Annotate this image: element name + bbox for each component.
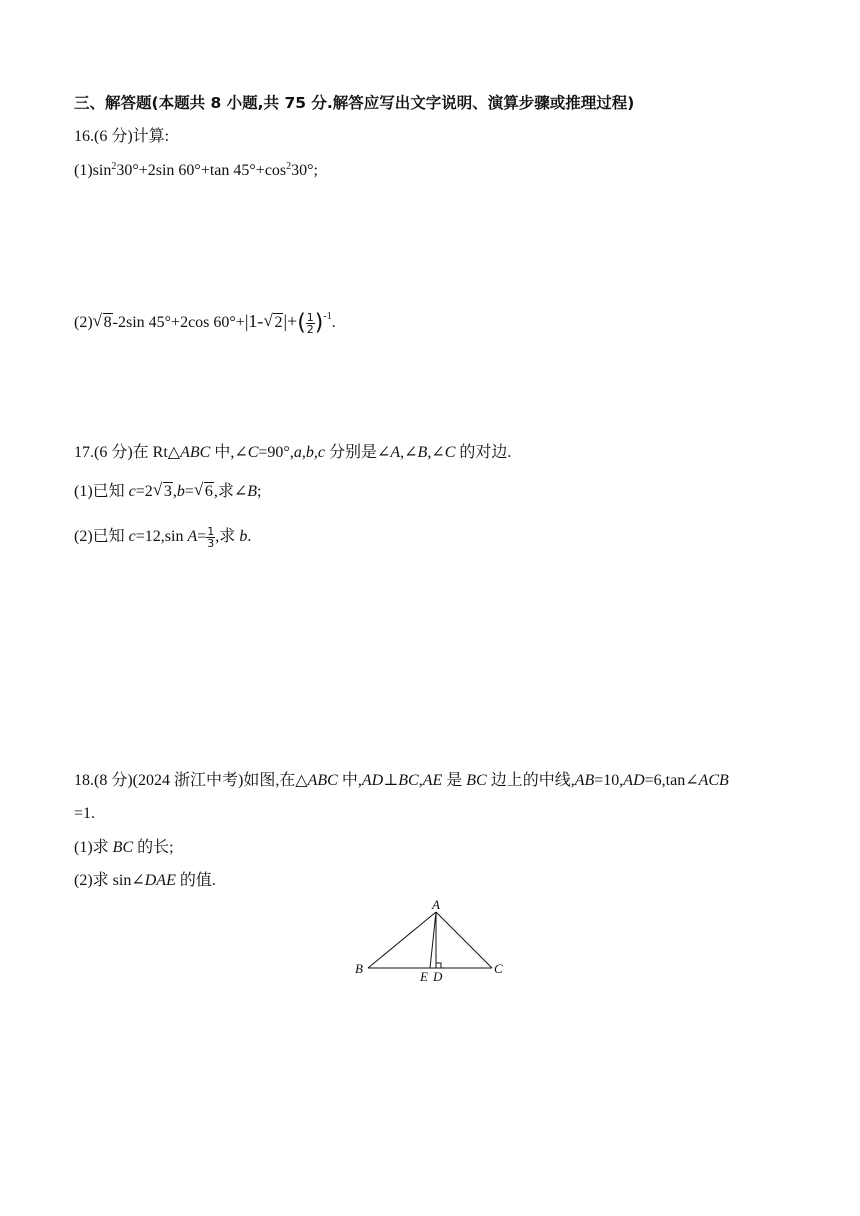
label-e: E: [420, 969, 428, 984]
q18-part1: (1)求 BC 的长;: [74, 839, 174, 856]
q16-p2-mid: -2sin 45°+2cos 60°+: [112, 314, 245, 331]
abs-right: |+: [283, 311, 298, 331]
segment-ac: [436, 912, 492, 968]
sqrt-6: √ 6: [194, 481, 214, 503]
q16-p1-sup1: 2: [111, 161, 117, 172]
q16-p1-prefix: (1)sin: [74, 162, 112, 179]
label-b: B: [355, 961, 363, 976]
abs-left: |1-: [244, 311, 264, 331]
half-fraction: $\frac{1}{2}$: [306, 310, 314, 336]
q17-heading: 17.(6 分)在 Rt△ABC 中,∠C=90°,a,b,c 分别是∠A,∠B,∠C 的对边.: [74, 444, 512, 461]
q18-part2: (2)求 sin∠DAE 的值.: [74, 872, 216, 889]
q16-p1-sup2: 2: [286, 161, 292, 172]
section-header: 三、解答题(本题共 8 小题,共 75 分.解答应写出文字说明、演算步骤或推理过程): [74, 94, 635, 112]
third-fraction: $\frac{1}{3}$: [207, 524, 215, 550]
sqrt-3: √ 3: [153, 481, 173, 503]
label-a: A: [432, 897, 440, 912]
q16-p1-tail: 30°;: [291, 162, 318, 179]
q16-part1: [74, 160, 318, 182]
q16-p2-prefix: (2): [74, 314, 93, 331]
exponent: -1: [323, 311, 332, 322]
q16-heading: 16.(6 分)计算:: [74, 128, 170, 145]
label-d: D: [433, 969, 443, 984]
q17-part2: (2)已知 c=12,sin A= $\frac{1}{3}$ ,求 b.: [74, 524, 252, 550]
segment-ab: [368, 912, 436, 968]
sqrt-8: √ 8: [93, 308, 113, 338]
sqrt-2: √ 2: [263, 308, 283, 338]
q18-heading-line2: =1.: [74, 805, 96, 822]
right-angle-mark: [436, 963, 441, 968]
label-c: C: [494, 961, 503, 976]
q18-heading-line1: 18.(8 分)(2024 浙江中考)如图,在△ABC 中,AD⊥BC,AE 是 BC 边上的中线,AB=10,AD=6,tan∠ACB: [74, 772, 729, 789]
triangle-figure: [340, 896, 520, 988]
q16-part2: (2)√ 8-2sin 45°+2cos 60°+|1-√ 2|+( $\frac{1}{2}$ )$^{-1}$.: [74, 302, 336, 338]
segment-ae: [430, 912, 436, 968]
q17-part1: (1)已知 c=2√ 3,b=√ 6,求∠B;: [74, 481, 262, 503]
q16-p1-mid: 30°+2sin 60°+tan 45°+cos: [116, 162, 287, 179]
